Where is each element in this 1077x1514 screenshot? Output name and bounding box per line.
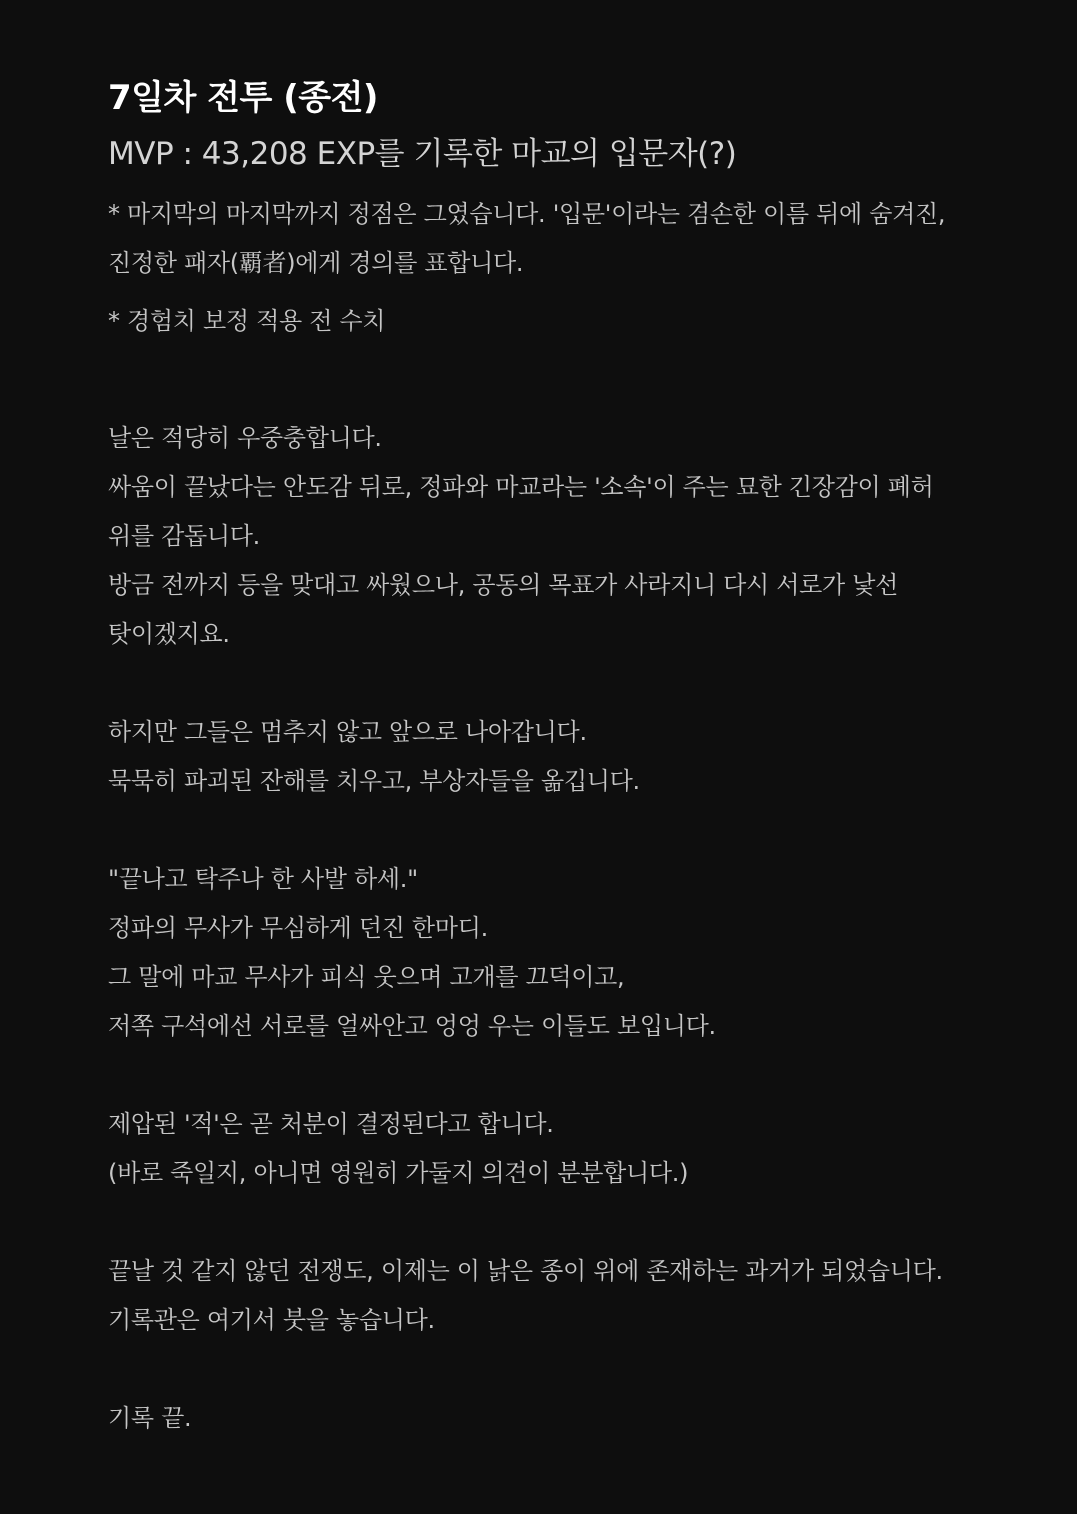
paragraph-war-end [108,1247,1017,1345]
note-line: * 마지막의 마지막까지 정점은 그였습니다. '입문'이라는 겸손한 이름 뒤에 숨겨진, [108,200,946,228]
note-line: * 경험치 보정 적용 전 수치 [108,307,386,335]
text-line: 탓이겠지요. [108,620,230,648]
text-line: (바로 죽일지, 아니면 영원히 가둘지 의견이 분분합니다.) [108,1159,689,1187]
text-line: 기록관은 여기서 붓을 놓습니다. [108,1306,435,1334]
note-mvp [108,190,1017,288]
text-line: 날은 적당히 우중충합니다. [108,424,382,452]
page-title: 7일차 전투 (종전) [108,78,378,118]
text-line: 묵묵히 파괴된 잔해를 치우고, 부상자들을 옮깁니다. [108,767,640,795]
text-line: 위를 감돕니다. [108,522,260,550]
text-line: 저쪽 구석에선 서로를 얼싸안고 엉엉 우는 이들도 보입니다. [108,1012,716,1040]
text-line: 끝날 것 같지 않던 전쟁도, 이제는 이 낡은 종이 위에 존재하는 과거가 되었습니다. [108,1257,943,1285]
text-line: "끝나고 탁주나 한 사발 하세." [108,865,418,893]
notes-section [108,190,1017,346]
note-exp-correction [108,297,1017,346]
paragraph-record-end [108,1394,1017,1443]
page-subtitle: MVP : 43,208 EXP를 기록한 마교의 입문자(?) [108,136,737,172]
text-line: 그 말에 마교 무사가 피식 웃으며 고개를 끄덕이고, [108,963,625,991]
text-line: 기록 끝. [108,1404,192,1432]
story-body [108,414,1017,1443]
text-line: 정파의 무사가 무심하게 던진 한마디. [108,914,488,942]
text-line: 방금 전까지 등을 맞대고 싸웠으나, 공동의 목표가 사라지니 다시 서로가 낯선 [108,571,899,599]
text-line: 싸움이 끝났다는 안도감 뒤로, 정파와 마교라는 '소속'이 주는 묘한 긴장감이 폐허 [108,473,934,501]
paragraph-weather [108,414,1017,659]
paragraph-moving-forward [108,708,1017,806]
paragraph-enemy-fate [108,1100,1017,1198]
note-line: 진정한 패자(覇者)에게 경의를 표합니다. [108,249,524,277]
text-line: 하지만 그들은 멈추지 않고 앞으로 나아갑니다. [108,718,587,746]
paragraph-dialogue [108,855,1017,1051]
text-line: 제압된 '적'은 곧 처분이 결정된다고 합니다. [108,1110,554,1138]
